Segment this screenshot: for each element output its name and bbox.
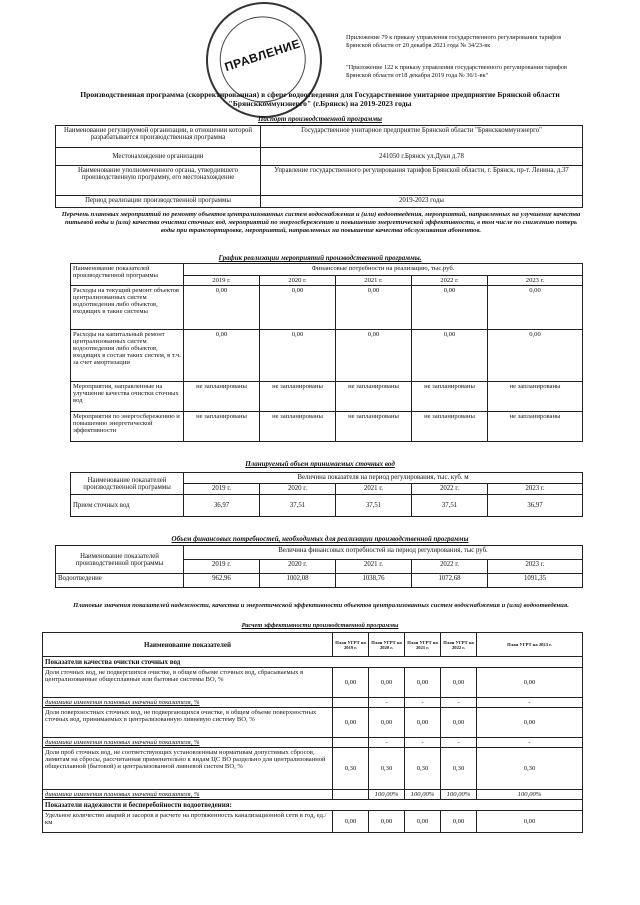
cell-value: 0,00 xyxy=(405,708,441,738)
section-heading: Показатели качества очистки сточных вод xyxy=(43,657,583,668)
passport-value: Управление государственного регулирования тарифов Брянской области, г. Брянск, пр-т. Ленина, д.37 xyxy=(261,166,583,196)
passport-label: Местонахождение организации xyxy=(56,148,261,166)
passport-value: 2019-2023 годы xyxy=(261,196,583,208)
appendix-note-2: "Приложение 122 к приказу управления государственного регулирования тарифов Брянской области от18 декабря 2019 года № 36/1-вк" xyxy=(346,64,567,79)
cell-value: не запланированы xyxy=(260,382,336,412)
cell-value: 0,00 xyxy=(333,708,369,738)
year-header: 2022 г. xyxy=(412,276,488,286)
passport-table xyxy=(55,125,583,208)
cell-value: не запланированы xyxy=(260,412,336,442)
cell-value: 37,51 xyxy=(260,495,336,517)
cell-value: 962,96 xyxy=(184,574,260,588)
volume-head-label: Наименование показателей производственной программы xyxy=(71,473,184,495)
volume-caption: Планируемый объем принимаемых сточных вод xyxy=(245,460,395,468)
cell-value: - xyxy=(441,698,477,708)
cell-value: 0,30 xyxy=(441,748,477,790)
cell-value: 36,97 xyxy=(184,495,260,517)
cell-value: 0,00 xyxy=(369,811,405,833)
cell-value: 1072,68 xyxy=(412,574,488,588)
cell-value: 100,00% xyxy=(369,790,405,800)
cell-value: 0,00 xyxy=(488,330,583,382)
cell-value: 0,00 xyxy=(260,286,336,330)
cell-value: 1002,08 xyxy=(260,574,336,588)
schedule-caption: График реализации мероприятий производственной программы. xyxy=(218,254,422,262)
row-label: Водоотведение xyxy=(56,574,184,588)
passport-label: Наименование регулируемой организации, в отношении которой разрабатывается производственная программа xyxy=(56,126,261,148)
table-row xyxy=(43,790,583,800)
schedule-head-label: Наименование показателей производственной программы xyxy=(71,264,184,286)
cell-value: 0,00 xyxy=(369,668,405,698)
cell-value: 0,30 xyxy=(369,748,405,790)
dynamics-label: динамика изменения плановых значений показателя, % xyxy=(43,698,333,708)
volume-head-group: Величина показателя на период регулирования, тыс. куб. м xyxy=(184,473,583,484)
year-header: 2020 г. xyxy=(260,276,336,286)
cell-value: 1091,35 xyxy=(488,574,583,588)
cell-value: 0,00 xyxy=(412,286,488,330)
cell-value: - xyxy=(477,738,583,748)
reliability-subcaption: Расчет эффективности производственной программы xyxy=(241,622,399,629)
year-header: 2020 г. xyxy=(260,484,336,495)
row-label: Удельное количество аварий и засоров в расчете на протяженность канализационной сети в год, ед./км xyxy=(43,811,333,833)
year-header: План УГРТ на 2021 г. xyxy=(405,633,441,657)
document-title: Производственная программа (скорректированная) в сфере водоотведения для Государственное унитарное предприятие Брянской области "Брянсккоммунэнерго" (г.Брянск) на 2019-2023 годы xyxy=(80,90,560,109)
passport-label: Наименование уполномоченного органа, утвердившего производственную программу, его местонахождение xyxy=(56,166,261,196)
cell-value: 0,30 xyxy=(405,748,441,790)
cell-value: не запланированы xyxy=(412,412,488,442)
cell-value: 0,00 xyxy=(441,708,477,738)
year-header: 2021 г. xyxy=(336,276,412,286)
section-heading: Показатели надежности и бесперебойности водоотведения: xyxy=(43,800,583,811)
measures-caption: Перечень плановых мероприятий по ремонту объектов централизованных систем водоснабжения и (или) водоотведения, мероприятий, направленных на улучшение качества питьевой воды и (или) качества очистки сточных вод, мероприятий по энергосбережению и повышению энергетической эффективности, в том числе по снижению потерь воды при транспортировке, мероприятий, направленных на повышение качества обслуживания абонентов. xyxy=(61,211,581,235)
cell-value: - xyxy=(477,698,583,708)
cell-value: 0,00 xyxy=(488,286,583,330)
cell-value: 0,00 xyxy=(405,811,441,833)
table-row xyxy=(71,495,583,517)
year-header: 2020 г. xyxy=(260,560,336,574)
appendix-note-1: Приложение 79 к приказу управления государственного регулирования тарифов Брянской области от 20 декабря 2021 года № 34/23-вк xyxy=(346,34,562,49)
table-row xyxy=(71,412,583,442)
year-header: 2023 г. xyxy=(488,560,583,574)
finance-table xyxy=(55,545,583,588)
table-row xyxy=(56,148,583,166)
year-header: 2022 г. xyxy=(412,484,488,495)
year-header: 2021 г. xyxy=(336,560,412,574)
passport-label: Период реализации производственной программы xyxy=(56,196,261,208)
volume-table xyxy=(70,472,583,517)
table-row xyxy=(43,708,583,738)
year-header: План УГРТ на 2019 г. xyxy=(333,633,369,657)
cell-value: 37,51 xyxy=(336,495,412,517)
year-header: 2023 г. xyxy=(488,276,583,286)
table-row xyxy=(43,698,583,708)
cell-value: 0,00 xyxy=(405,668,441,698)
table-row xyxy=(43,738,583,748)
cell-value: не запланированы xyxy=(488,382,583,412)
finance-caption: Объем финансовых потребностей, необходимых для реализации производственной программы xyxy=(171,535,469,543)
cell-value: 100,00% xyxy=(477,790,583,800)
table-row xyxy=(56,126,583,148)
cell-value xyxy=(333,698,369,708)
cell-value: - xyxy=(369,738,405,748)
cell-value xyxy=(333,790,369,800)
cell-value: 0,00 xyxy=(441,668,477,698)
finance-head-label: Наименование показателей производственной программы xyxy=(56,546,184,574)
reliability-head-label: Наименование показателей xyxy=(43,633,333,657)
cell-value: 100,00% xyxy=(441,790,477,800)
cell-value: 0,00 xyxy=(412,330,488,382)
cell-value: 0,00 xyxy=(260,330,336,382)
cell-value: не запланированы xyxy=(488,412,583,442)
cell-value: не запланированы xyxy=(184,412,260,442)
table-row xyxy=(43,811,583,833)
official-stamp xyxy=(191,0,337,133)
year-header: План УГРТ на 2023 г. xyxy=(477,633,583,657)
year-header: План УГРТ на 2020 г. xyxy=(369,633,405,657)
cell-value: не запланированы xyxy=(412,382,488,412)
passport-caption: Паспорт производственной программы xyxy=(257,115,383,123)
year-header: План УГРТ на 2022 г. xyxy=(441,633,477,657)
cell-value: 0,00 xyxy=(441,811,477,833)
year-header: 2023 г. xyxy=(488,484,583,495)
table-row xyxy=(43,668,583,698)
cell-value: - xyxy=(369,698,405,708)
stamp-text: ПРАВЛЕНИЕ xyxy=(222,36,303,75)
year-header: 2021 г. xyxy=(336,484,412,495)
cell-value: 0,00 xyxy=(333,668,369,698)
schedule-table xyxy=(70,263,583,442)
passport-value: 241050 г.Брянск ул.Дуки д.78 xyxy=(261,148,583,166)
cell-value: 0,00 xyxy=(369,708,405,738)
table-row xyxy=(71,382,583,412)
passport-value: Государственное унитарное предприятие Брянской области "Брянсккоммунэнерго" xyxy=(261,126,583,148)
year-header: 2022 г. xyxy=(412,560,488,574)
cell-value: 36,97 xyxy=(488,495,583,517)
row-label: Доля поверхностных сточных вод, не подвергающихся очистке, в общем объеме поверхностных сточных вод, принимаемых в централизованную ливневую систему ВО, % xyxy=(43,708,333,738)
row-label: Мероприятия по энергосбережению и повышению энергетической эффективности xyxy=(71,412,184,442)
row-label: Расходы на текущий ремонт объектов централизованных систем водоотведения либо объектов, входящих в такие системы xyxy=(71,286,184,330)
schedule-head-group: Финансовые потребности на реализацию, тыс.руб. xyxy=(184,264,583,276)
cell-value: 37,51 xyxy=(412,495,488,517)
reliability-table xyxy=(42,632,583,833)
table-row xyxy=(71,330,583,382)
cell-value: 0,00 xyxy=(477,708,583,738)
cell-value: 0,00 xyxy=(184,330,260,382)
cell-value: - xyxy=(405,698,441,708)
cell-value: не запланированы xyxy=(336,412,412,442)
cell-value: 100,00% xyxy=(405,790,441,800)
table-row xyxy=(56,196,583,208)
reliability-caption: Плановые значения показателей надежности, качества и энергетической эффективности объектов централизованных систем водоснабжения и (или) водоотведения. xyxy=(73,602,569,609)
row-label: Доля сточных вод, не подвергшихся очистке, в общем объеме сточных вод, сбрасываемых в централизованные общесплавные или бытовые системы ВО, % xyxy=(43,668,333,698)
cell-value: 0,00 xyxy=(336,330,412,382)
cell-value: 0,00 xyxy=(336,286,412,330)
year-header: 2019 г. xyxy=(184,276,260,286)
cell-value: 0,30 xyxy=(477,748,583,790)
dynamics-label: динамика изменения плановых значений показателя, % xyxy=(43,738,333,748)
year-header: 2019 г. xyxy=(184,484,260,495)
cell-value: - xyxy=(441,738,477,748)
year-header: 2019 г. xyxy=(184,560,260,574)
cell-value: 0,00 xyxy=(333,811,369,833)
table-row xyxy=(43,748,583,790)
cell-value: не запланированы xyxy=(336,382,412,412)
cell-value: - xyxy=(405,738,441,748)
row-label: Доля проб сточных вод, не соответствующих установленным нормативам допустимых сбросов, лимитам на сбросы, рассчитанная применительно к видам ЦС ВО раздельно для централизованной общесплавной (бытовой) и централизованной ливневой систем ВО, % xyxy=(43,748,333,790)
table-row xyxy=(56,574,583,588)
cell-value: не запланированы xyxy=(184,382,260,412)
cell-value: 0,30 xyxy=(333,748,369,790)
cell-value: 0,00 xyxy=(477,811,583,833)
cell-value: 0,00 xyxy=(184,286,260,330)
finance-head-group: Величина финансовых потребностей на период регулирования, тыс руб. xyxy=(184,546,583,560)
table-row xyxy=(56,166,583,196)
row-label: Мероприятия, направленные на улучшение качества очистки сточных вод xyxy=(71,382,184,412)
cell-value: 1038,76 xyxy=(336,574,412,588)
row-label: Расходы на капитальный ремонт централизованных систем водоотведения либо объектов, входящих в состав таких систем, в т.ч. за счет амортизации xyxy=(71,330,184,382)
table-row xyxy=(71,286,583,330)
dynamics-label: динамика изменения плановых значений показателя, % xyxy=(43,790,333,800)
row-label: Прием сточных вод xyxy=(71,495,184,517)
cell-value xyxy=(333,738,369,748)
cell-value: 0,00 xyxy=(477,668,583,698)
